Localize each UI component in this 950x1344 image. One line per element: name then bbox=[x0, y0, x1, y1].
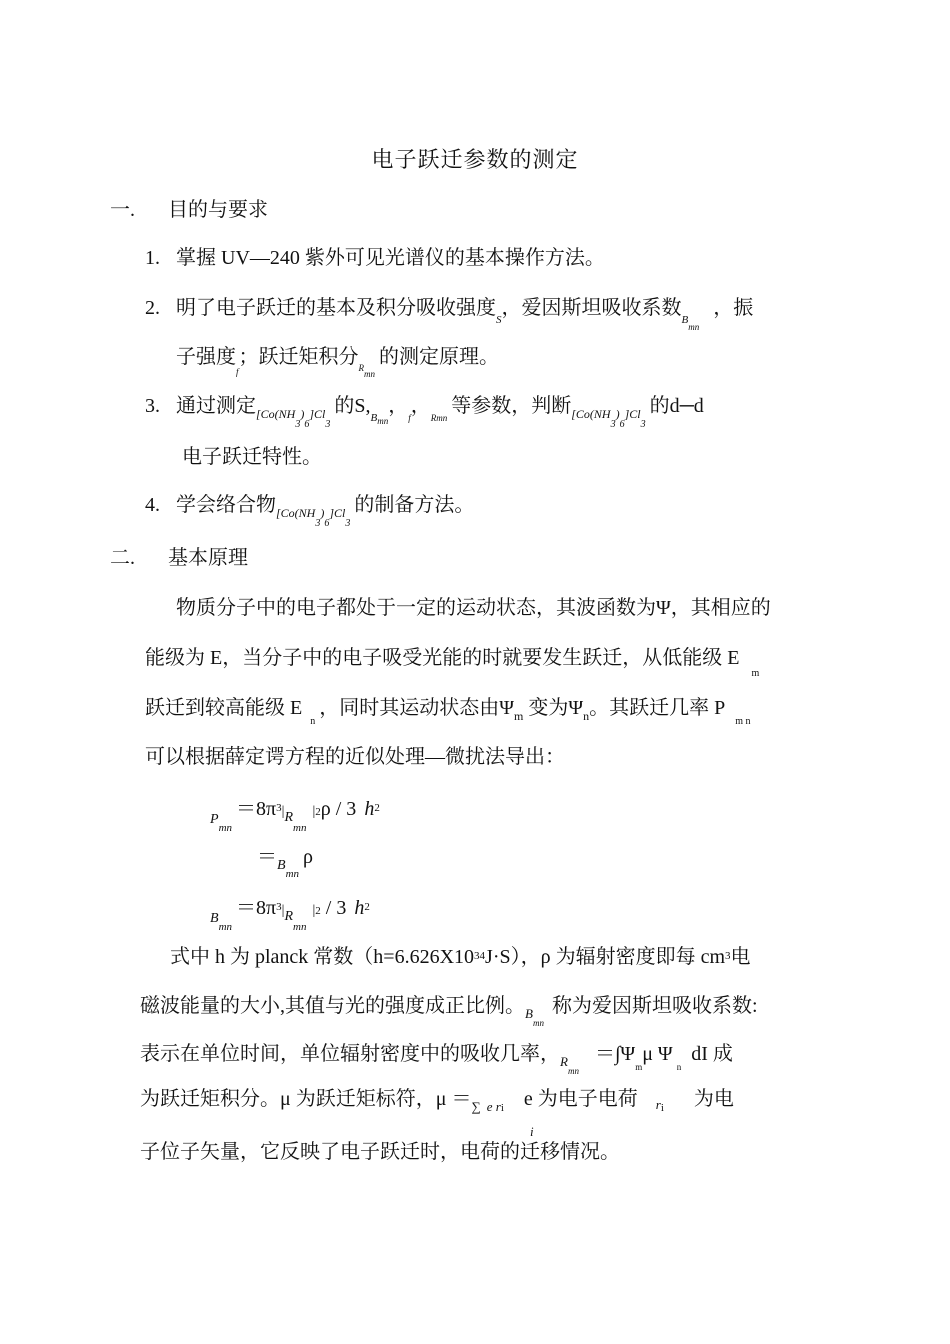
symbol-r: R bbox=[358, 363, 365, 373]
item-4-number: 4. bbox=[145, 494, 160, 516]
para-2-line-5: 子位子矢量，它反映了电子跃迁时，电荷的迁移情况。 bbox=[140, 1141, 620, 1163]
item-4-text-a: 学会络合物 bbox=[176, 494, 276, 516]
item-1-text: 掌握 UV—240 紫外可见光谱仪的基本操作方法。 bbox=[176, 247, 605, 269]
para-2-line-3: 表示在单位时间，单位辐射密度中的吸收几率，$_{Rmn}=\int\Psi_m\mu$ $\Psi_ndI$ 成 bbox=[140, 1043, 733, 1076]
section-2-number: 二. bbox=[110, 547, 135, 569]
complex-formula-2: [Co(NH3)6]Cl3 bbox=[571, 407, 646, 430]
symbol-b: B bbox=[681, 314, 689, 326]
item-2-text-c: ，振 bbox=[713, 297, 754, 319]
item-3-text-f: 的d─d bbox=[649, 395, 704, 417]
symbol-s: S bbox=[496, 314, 502, 326]
page-title: 电子跃迁参数的测定 bbox=[371, 148, 579, 173]
para-2-line-4: 为跃迁矩积分。μ 为跃迁矩标符，$\mu =_\sum$ $_{e ri}$ e 为电子电荷 $_{ri}$ 为电 bbox=[140, 1088, 734, 1114]
symbol-r-2: R bbox=[430, 413, 437, 423]
symbol-f-2: f bbox=[408, 413, 411, 423]
item-2-text-a: 明了电子跃迁的基本及积分吸收强度 bbox=[176, 297, 496, 319]
formula-3: $_{Bmn}=8\pi^3|_{Rmn}|2 / 3$ $h^2$ bbox=[210, 897, 370, 933]
para-2-line-1: 式中 h 为 planck 常数$(h=6.626X10^{34}J\cdot S)$，ρ 为辐射密度即每 $cm^3$电 bbox=[170, 946, 751, 968]
formula-2: $=_{Bmn}\rho$ bbox=[257, 846, 313, 880]
item-2-text-e: ；跃迁矩积分 bbox=[238, 346, 359, 368]
para-1-line-3: 跃迁到较高能级 $E_n$，同时其运动状态由$\Psi_m$ 变为$\Psi_n$。其跃迁几率 $P_{m n}$ bbox=[145, 697, 751, 727]
item-3-text-a: 通过测定 bbox=[176, 395, 256, 417]
item-1-number: 1. bbox=[145, 247, 160, 269]
item-2-text-g: 的测定原理。 bbox=[379, 346, 500, 368]
item-2-number: 2. bbox=[145, 297, 160, 319]
symbol-f: f bbox=[236, 367, 239, 377]
section-1-number: 一. bbox=[110, 199, 135, 221]
symbol-b-subscript: mn bbox=[688, 322, 700, 332]
item-3-number: 3. bbox=[145, 395, 160, 417]
item-3-line-1 bbox=[176, 394, 704, 430]
para-1-line-2: 能级为 E，当分子中的电子吸受光能的时就要发生跃迁，从低能级 $E_m$ bbox=[145, 647, 760, 679]
symbol-r-subscript: mn bbox=[364, 369, 376, 379]
formula-1: $_{Pmn}=8\pi^3|_{Rmn}|2\rho / 3$ $h^2$ bbox=[210, 798, 380, 834]
sum-index: i bbox=[530, 1124, 534, 1139]
symbol-r-2-subscript: mn bbox=[436, 413, 448, 423]
item-2-text-d: 子强度 bbox=[176, 346, 236, 368]
item-3-text-d: ， bbox=[410, 395, 431, 417]
item-4-line bbox=[176, 493, 475, 529]
item-2-line-2 bbox=[176, 345, 500, 379]
para-1-line-4: 可以根据薛定谔方程的近似处理—微扰法导出： bbox=[145, 746, 565, 768]
para-2-line-2: 磁波能量的大小,其值与光的强度成正比例。$_{Bmn}$称为爱因斯坦吸收系数: bbox=[140, 995, 758, 1028]
complex-formula-1: [Co(NH3)6]Cl3 bbox=[256, 407, 331, 430]
symbol-b-2: B bbox=[370, 412, 378, 424]
item-4-text-b: 的制备方法。 bbox=[354, 494, 475, 516]
item-3-text-b: 的S, bbox=[334, 395, 371, 417]
section-1-heading: 目的与要求 bbox=[168, 199, 268, 221]
complex-formula-3: [Co(NH3)6]Cl3 bbox=[276, 506, 351, 529]
item-3-text-c: ， bbox=[388, 395, 409, 417]
item-2-text-b: ，爱因斯坦吸收系数 bbox=[501, 297, 682, 319]
symbol-b-2-subscript: mn bbox=[377, 416, 389, 426]
section-2-heading: 基本原理 bbox=[168, 547, 248, 569]
item-2-line-1 bbox=[176, 296, 754, 332]
para-1-line-1: 物质分子中的电子都处于一定的运动状态，其波函数为Ψ，其相应的 bbox=[176, 597, 771, 619]
item-3-line-2: 电子跃迁特性。 bbox=[182, 446, 322, 468]
item-3-text-e: 等参数，判断 bbox=[451, 395, 572, 417]
